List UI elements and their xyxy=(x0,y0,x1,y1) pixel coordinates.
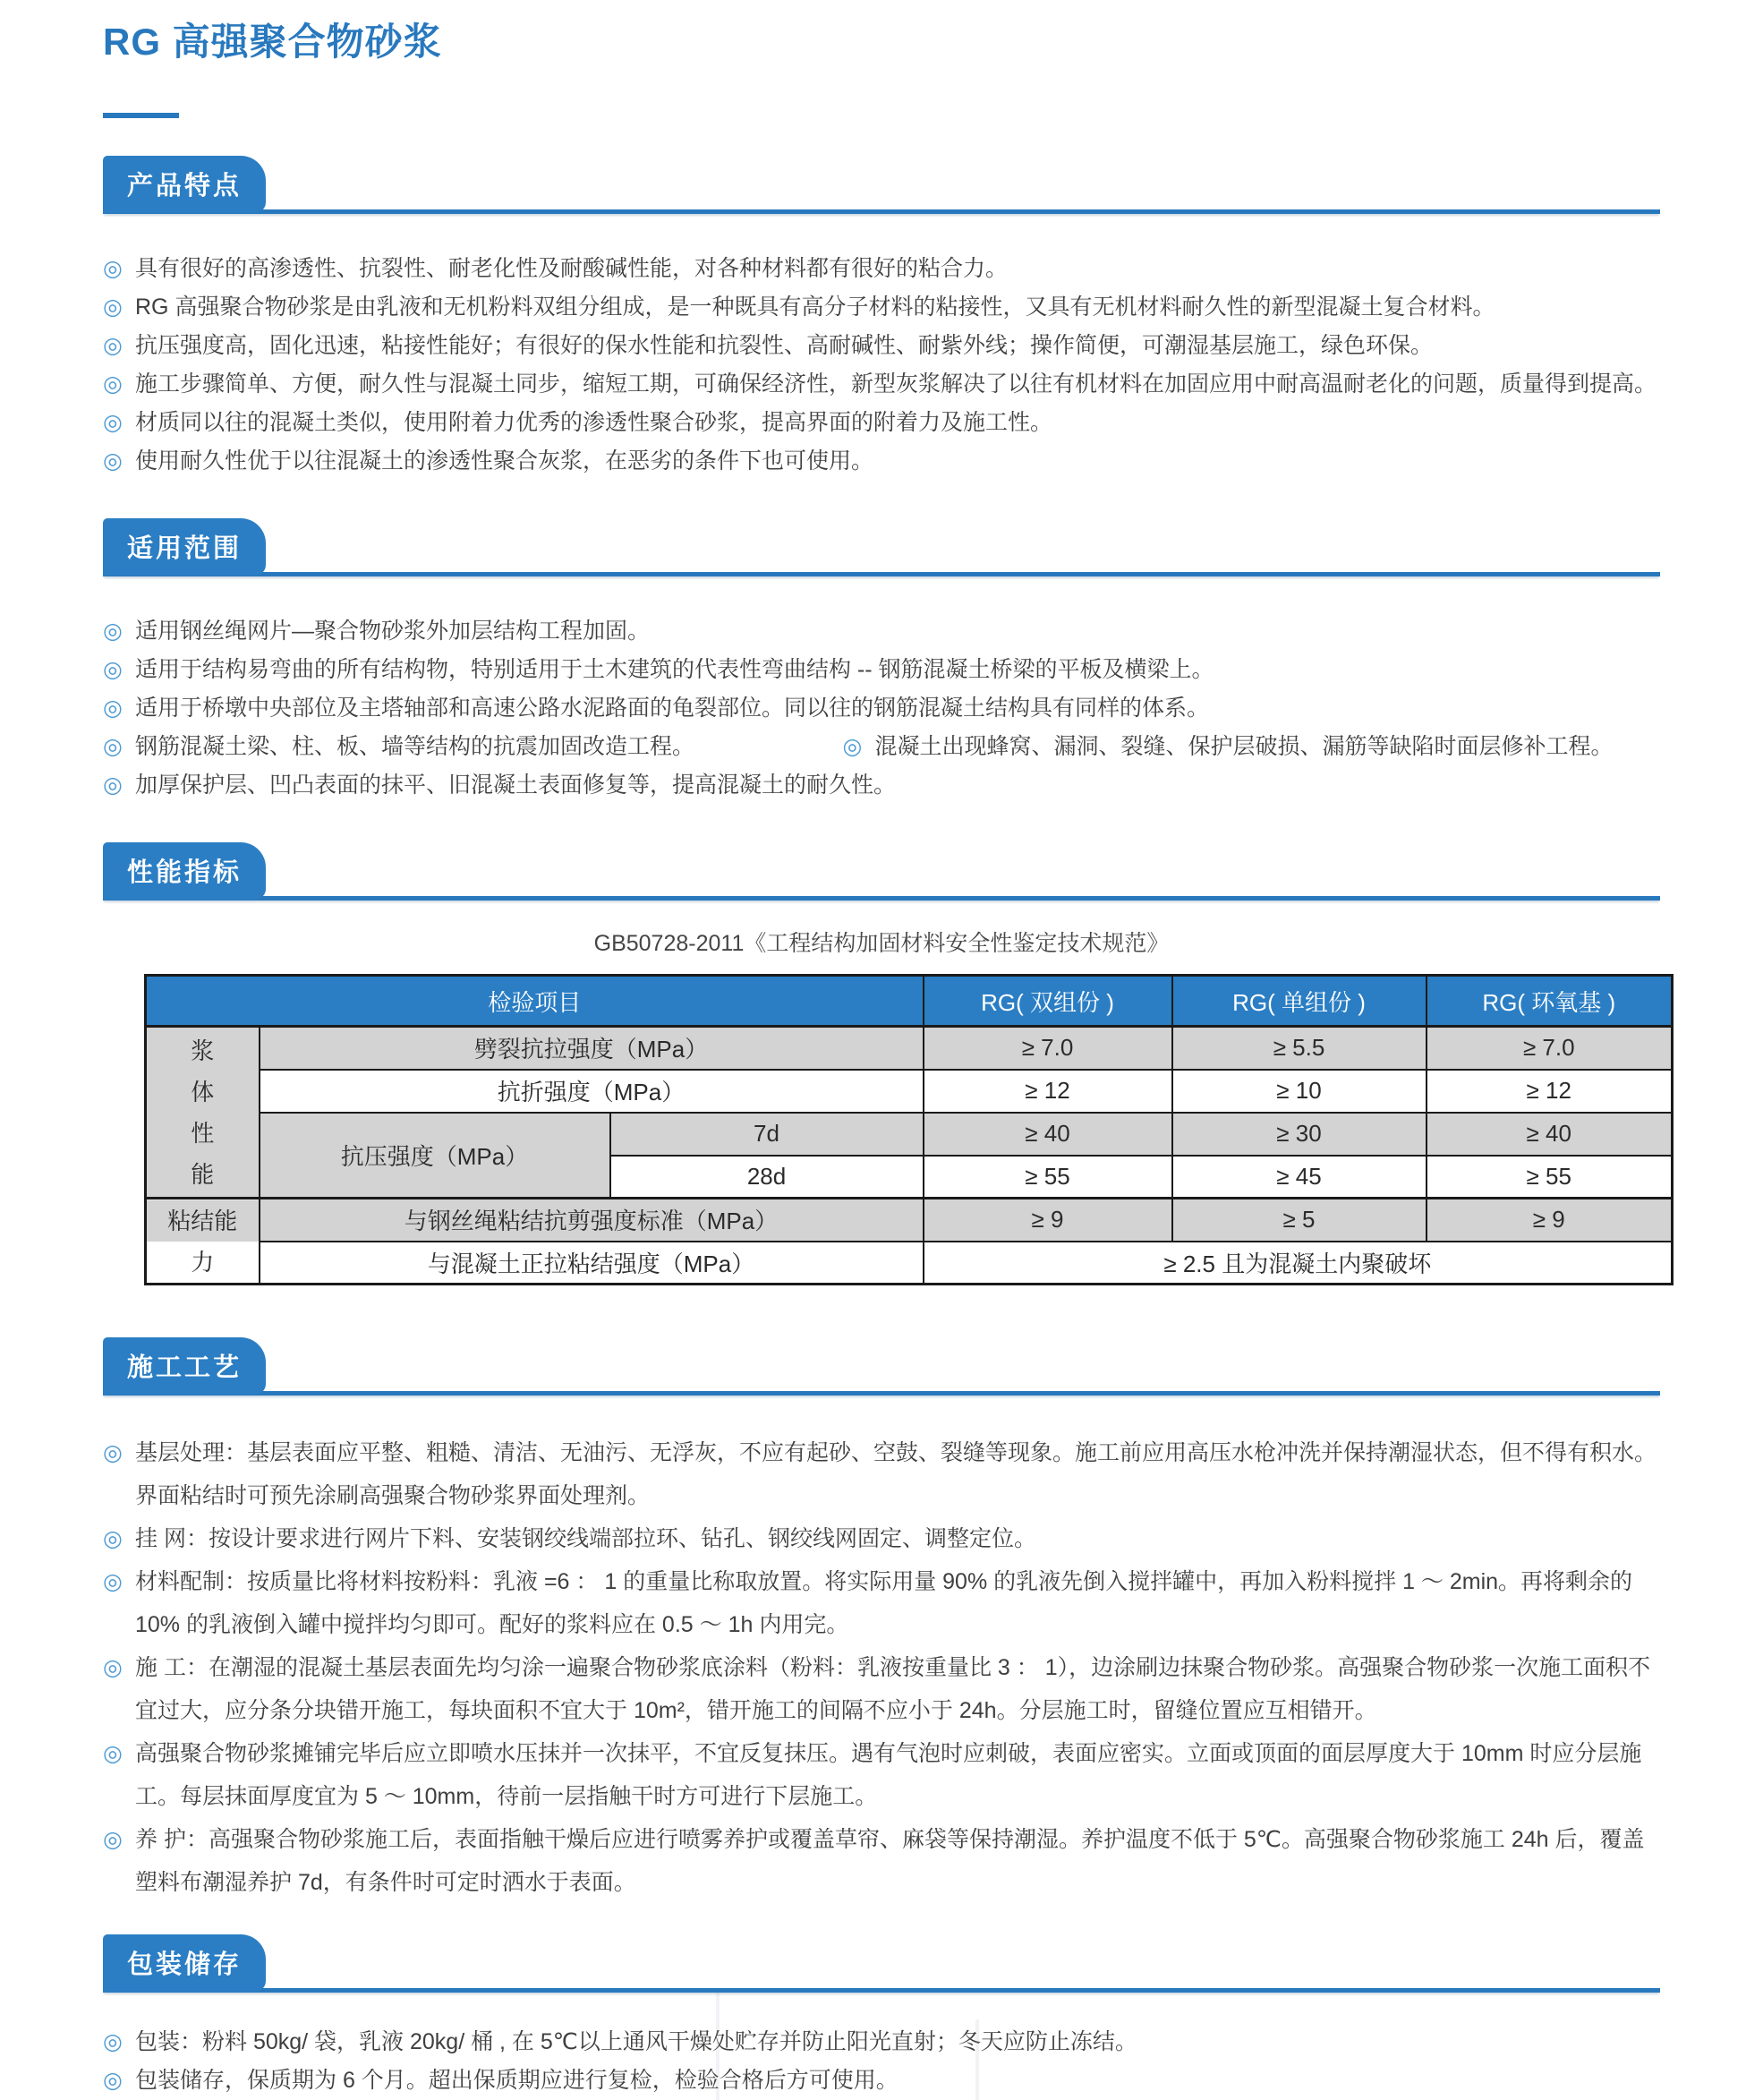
list-item-text: 挂 网：按设计要求进行网片下料、安装钢绞线端部拉环、钻孔、钢绞线网固定、调整定位。 xyxy=(135,1526,1036,1551)
row-group-label: 浆体性能 xyxy=(146,1027,260,1199)
scan-watermark-artifact xyxy=(716,1993,720,2100)
cell-item: 抗折强度（MPa） xyxy=(260,1070,924,1113)
cell-value: ≥ 9 xyxy=(1427,1199,1673,1242)
bullet-icon: ◎ xyxy=(103,448,123,474)
title-underline xyxy=(103,113,179,118)
table-caption: GB50728-2011《工程结构加固材料安全性鉴定技术规范》 xyxy=(593,931,1170,956)
list-item xyxy=(103,365,1660,404)
list-item-text: 施工步骤简单、方便，耐久性与混凝土同步，缩短工期，可确保经济性，新型灰浆解决了以往有机材料在加固应用中耐高温耐老化的问题，质量得到提高。 xyxy=(135,371,1657,397)
list-item-text: RG 高强聚合物砂浆是由乳液和无机粉料双组分组成，是一种既具有高分子材料的粘接性，又具有无机材料耐久性的新型混凝土复合材料。 xyxy=(135,295,1495,320)
cell-value: ≥ 12 xyxy=(924,1070,1172,1113)
section-badge: 性能指标 xyxy=(103,842,266,900)
cell-value: ≥ 45 xyxy=(1172,1156,1427,1199)
section-rule xyxy=(103,572,1660,576)
bullet-icon: ◎ xyxy=(103,256,123,281)
section-process xyxy=(103,1337,1660,1904)
list-item xyxy=(103,1431,1660,1517)
list-item-text: 适用于结构易弯曲的所有结构物，特别适用于土木建筑的代表性弯曲结构 -- 钢筋混凝土桥梁的平板及横梁上。 xyxy=(135,657,1214,682)
list-item xyxy=(103,1732,1660,1818)
list-item-text: 加厚保护层、凹凸表面的抹平、旧混凝土表面修复等，提高混凝土的耐久性。 xyxy=(135,773,897,798)
section-header xyxy=(103,156,1660,214)
bullet-icon: ◎ xyxy=(103,371,123,397)
list-item xyxy=(103,442,1660,481)
section-header xyxy=(103,518,1660,576)
cell-value: ≥ 40 xyxy=(1427,1113,1673,1156)
header-cell-item: 检验项目 xyxy=(146,976,924,1027)
bullet-icon: ◎ xyxy=(103,773,123,798)
list-item xyxy=(103,651,1660,689)
cell-subitem: 28d xyxy=(610,1156,924,1199)
list-item xyxy=(103,766,1660,805)
bullet-icon: ◎ xyxy=(103,1827,123,1852)
list-item-text: 包装：粉料 50kg/ 袋，乳液 20kg/ 桶 , 在 5℃以上通风干燥处贮存并防止阳光直射；冬天应防止冻结。 xyxy=(135,2029,1137,2054)
list-item xyxy=(103,2062,1660,2100)
list-item xyxy=(103,1646,1660,1732)
list-item-text: 施 工：在潮湿的混凝土基层表面先均匀涂一遍聚合物砂浆底涂料（粉料：乳液按重量比 3 ： 1），边涂刷边抹聚合物砂浆。高强聚合物砂浆一次施工面积不宜过大，应分条分块错开施工，每块面积不宜大于 10m²，错开施工的间隔不应小于 24h。分层施工时，留缝位置应互相错开。 xyxy=(135,1655,1651,1723)
cell-value: ≥ 7.0 xyxy=(1427,1027,1673,1070)
list-item-text: 材质同以往的混凝土类似，使用附着力优秀的渗透性聚合砂浆，提高界面的附着力及施工性。 xyxy=(135,410,1053,435)
packaging-list xyxy=(103,2023,1660,2100)
bullet-icon: ◎ xyxy=(103,1569,123,1594)
list-item xyxy=(103,612,1660,651)
section-badge: 包装储存 xyxy=(103,1934,266,1992)
list-item-text: 使用耐久性优于以往混凝土的渗透性聚合灰浆，在恶劣的条件下也可使用。 xyxy=(135,448,874,474)
list-item-text: 包装储存，保质期为 6 个月。超出保质期应进行复检，检验合格后方可使用。 xyxy=(135,2068,899,2093)
section-rule xyxy=(103,1391,1660,1396)
cell-item: 劈裂抗拉强度（MPa） xyxy=(260,1027,924,1070)
list-item-text: 具有很好的高渗透性、抗裂性、耐老化性及耐酸碱性能，对各种材料都有很好的粘合力。 xyxy=(135,256,1009,281)
section-scope xyxy=(103,518,1660,805)
section-header xyxy=(103,1337,1660,1396)
table-row xyxy=(146,1027,1673,1070)
list-item-text: 养 护：高强聚合物砂浆施工后，表面指触干燥后应进行喷雾养护或覆盖草帘、麻袋等保持潮湿。养护温度不低于 5℃。高强聚合物砂浆施工 24h 后，覆盖塑料布潮湿养护 7d，有条件时可定时洒水于表面。 xyxy=(135,1827,1645,1895)
cell-value: ≥ 55 xyxy=(924,1156,1172,1199)
list-item xyxy=(103,1560,1660,1646)
table-row xyxy=(146,1199,1673,1242)
process-list xyxy=(103,1431,1660,1904)
page-title: RG 高强聚合物砂浆 xyxy=(103,21,442,63)
list-item xyxy=(103,1818,1660,1904)
list-item-text: 抗压强度高，固化迅速，粘接性能好；有很好的保水性能和抗裂性、高耐碱性、耐紫外线；操作简便，可潮湿基层施工，绿色环保。 xyxy=(135,333,1434,358)
list-item xyxy=(103,2023,1660,2062)
list-item-text: 混凝土出现蜂窝、漏洞、裂缝、保护层破损、漏筋等缺陷时面层修补工程。 xyxy=(874,734,1614,759)
table-row xyxy=(146,1070,1673,1113)
cell-item: 与混凝土正拉粘结强度（MPa） xyxy=(260,1242,924,1285)
bullet-icon: ◎ xyxy=(103,2068,123,2093)
section-header xyxy=(103,1934,1660,1993)
list-item-text: 高强聚合物砂浆摊铺完毕后应立即喷水压抹并一次抹平，不宜反复抹压。遇有气泡时应刺破，表面应密实。立面或顶面的面层厚度大于 10mm 时应分层施工。每层抹面厚度宜为 5 ～ 10mm，待前一层指触干时方可进行下层施工。 xyxy=(135,1741,1642,1809)
bullet-icon: ◎ xyxy=(842,734,863,759)
list-item-text: 适用于桥墩中央部位及主塔轴部和高速公路水泥路面的龟裂部位。同以往的钢筋混凝土结构具有同样的体系。 xyxy=(135,696,1210,721)
table-row xyxy=(146,1242,1673,1285)
cell-value: ≥ 55 xyxy=(1427,1156,1673,1199)
cell-value: ≥ 12 xyxy=(1427,1070,1673,1113)
cell-value: ≥ 5.5 xyxy=(1172,1027,1427,1070)
bullet-icon: ◎ xyxy=(103,619,123,644)
section-badge: 施工工艺 xyxy=(103,1337,266,1395)
section-packaging xyxy=(103,1934,1660,2100)
section-rule xyxy=(103,1988,1660,1993)
section-header xyxy=(103,842,1660,901)
section-rule xyxy=(103,209,1660,214)
bullet-icon: ◎ xyxy=(103,1440,123,1465)
cell-value: ≥ 7.0 xyxy=(924,1027,1172,1070)
performance-table xyxy=(144,974,1674,1285)
list-item xyxy=(103,689,1660,728)
row-group-label: 粘结能力 xyxy=(146,1199,260,1285)
header-cell-rge: RG( 环氧基 ) xyxy=(1427,976,1673,1027)
section-badge: 产品特点 xyxy=(103,156,266,213)
list-item-text: 钢筋混凝土梁、柱、板、墙等结构的抗震加固改造工程。 xyxy=(135,734,695,759)
bullet-icon: ◎ xyxy=(103,333,123,358)
cell-value: ≥ 40 xyxy=(924,1113,1172,1156)
bullet-icon: ◎ xyxy=(103,2029,123,2054)
bullet-icon: ◎ xyxy=(103,657,123,682)
list-item xyxy=(103,288,1660,327)
cell-value: ≥ 30 xyxy=(1172,1113,1427,1156)
section-badge: 适用范围 xyxy=(103,518,266,576)
section-rule xyxy=(103,896,1660,901)
table-header-row xyxy=(146,976,1673,1027)
bullet-icon: ◎ xyxy=(103,1655,123,1680)
list-item-text: 材料配制：按质量比将材料按粉料：乳液 =6 ： 1 的重量比称取放置。将实际用量 90% 的乳液先倒入搅拌罐中，再加入粉料搅拌 1 ～ 2min。再将剩余的 10% 的乳液倒入罐中搅拌均匀即可。配好的浆料应在 0.5 ～ 1h 内用完。 xyxy=(135,1569,1633,1637)
list-item-text: 适用钢丝绳网片—聚合物砂浆外加层结构工程加固。 xyxy=(135,619,651,644)
bullet-icon: ◎ xyxy=(103,1526,123,1551)
list-item xyxy=(843,728,1661,766)
section-performance xyxy=(103,842,1660,1285)
features-list xyxy=(103,250,1660,481)
header-cell-rg1: RG( 单组份 ) xyxy=(1172,976,1427,1027)
cell-value: ≥ 10 xyxy=(1172,1070,1427,1113)
cell-value-span: ≥ 2.5 且为混凝土内聚破坏 xyxy=(924,1242,1673,1285)
list-item xyxy=(103,404,1660,442)
cell-item: 与钢丝绳粘结抗剪强度标准（MPa） xyxy=(260,1199,924,1242)
cell-value: ≥ 5 xyxy=(1172,1199,1427,1242)
bullet-icon: ◎ xyxy=(103,696,123,721)
bullet-icon: ◎ xyxy=(103,295,123,320)
list-item-pair xyxy=(103,728,1660,766)
scan-watermark-artifact xyxy=(975,2019,979,2100)
cell-subitem: 7d xyxy=(610,1113,924,1156)
list-item xyxy=(103,728,843,766)
list-item xyxy=(103,250,1660,288)
cell-item: 抗压强度（MPa） xyxy=(260,1113,610,1199)
section-features xyxy=(103,156,1660,481)
list-item xyxy=(103,327,1660,365)
header-cell-rg2: RG( 双组份 ) xyxy=(924,976,1172,1027)
cell-value: ≥ 9 xyxy=(924,1199,1172,1242)
list-item xyxy=(103,1517,1660,1560)
bullet-icon: ◎ xyxy=(103,410,123,435)
bullet-icon: ◎ xyxy=(103,734,123,759)
scope-list xyxy=(103,612,1660,805)
bullet-icon: ◎ xyxy=(103,1741,123,1766)
table-row xyxy=(146,1113,1673,1156)
list-item-text: 基层处理：基层表面应平整、粗糙、清洁、无油污、无浮灰，不应有起砂、空鼓、裂缝等现象。施工前应用高压水枪冲洗并保持潮湿状态，但不得有积水。界面粘结时可预先涂刷高强聚合物砂浆界面处理剂。 xyxy=(135,1440,1657,1508)
